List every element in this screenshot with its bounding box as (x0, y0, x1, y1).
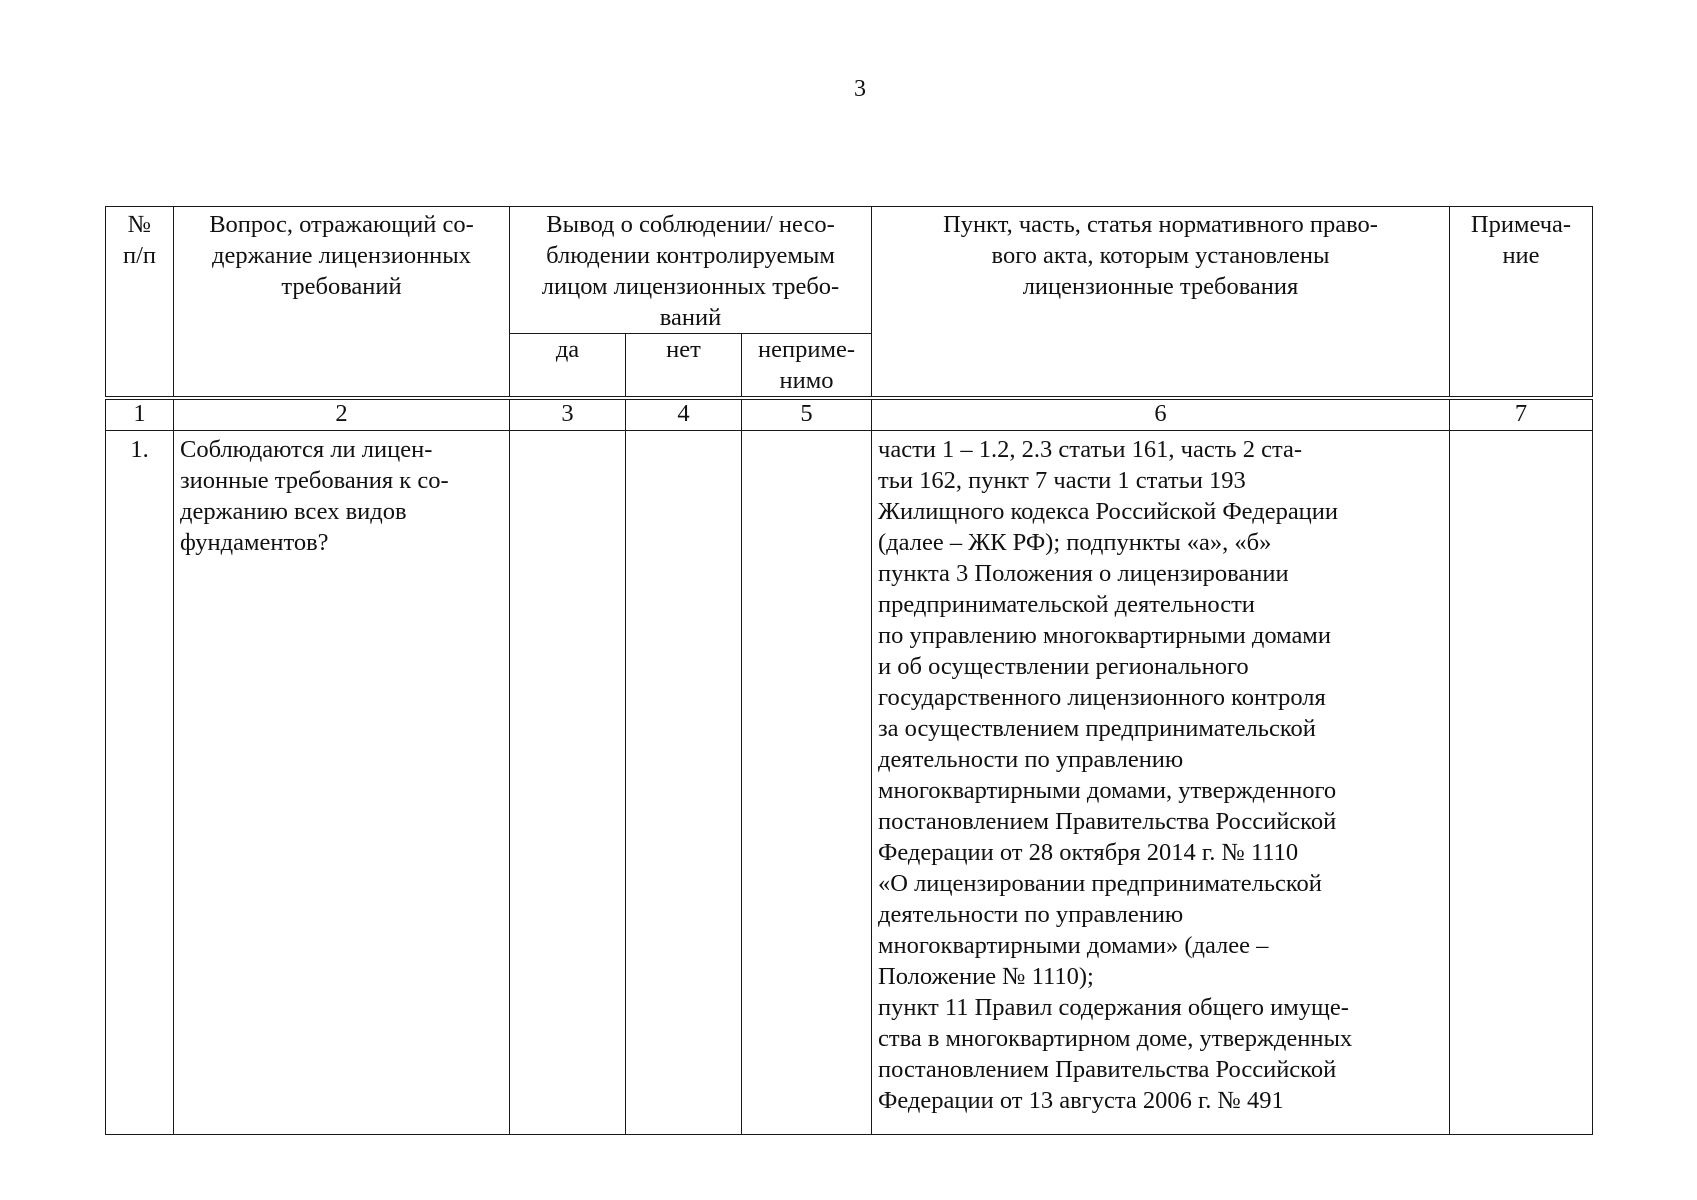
header-row (106, 207, 1593, 334)
table-row (106, 431, 1593, 1135)
license-requirements-table (105, 206, 1593, 1135)
column-number: 5 (742, 398, 872, 431)
row-number: 1. (106, 431, 174, 1135)
column-number: 3 (510, 398, 626, 431)
row-yes-cell (510, 431, 626, 1135)
header-not-applicable: неприме- нимо (742, 334, 872, 399)
header-yes: да (510, 334, 626, 399)
column-number: 6 (872, 398, 1450, 431)
column-number-row (106, 398, 1593, 431)
header-conclusion: Вывод о соблюдении/ несо- блюдении контролируемым лицом лицензионных требо- ваний (510, 207, 872, 334)
header-note: Примеча- ние (1450, 207, 1593, 399)
row-not-applicable-cell (742, 431, 872, 1135)
header-reference: Пункт, часть, статья нормативного право- вого акта, которым установлены лицензионные требования (872, 207, 1450, 399)
column-number: 1 (106, 398, 174, 431)
row-note-cell (1450, 431, 1593, 1135)
header-question: Вопрос, отражающий со- держание лицензионных требований (174, 207, 510, 399)
row-question: Соблюдаются ли лицен- зионные требования к со- держанию всех видов фундаментов? (174, 431, 510, 1135)
row-no-cell (626, 431, 742, 1135)
page-number: 3 (854, 76, 866, 102)
column-number: 7 (1450, 398, 1593, 431)
column-number: 4 (626, 398, 742, 431)
header-num: № п/п (106, 207, 174, 399)
header-no: нет (626, 334, 742, 399)
column-number: 2 (174, 398, 510, 431)
row-reference: части 1 – 1.2, 2.3 статьи 161, часть 2 ста- тьи 162, пункт 7 части 1 статьи 193 Жилищного кодекса Российской Федерации (далее – ЖК РФ); подпункты «а», «б» пункта 3 Положения о лицензировании предпринимательской деятельности по управлению многоквартирными домами и об осуществлении регионального государственного лицензионного контроля за осуществлением предпринимательской деятельности по управлению многоквартирными домами, утвержденного постановлением Правительства Российской Федерации от 28 октября 2014 г. № 1110 «О лицензировании предпринимательской деятельности по управлению многоквартирными домами» (далее – Положение № 1110); пункт 11 Правил содержания общего имуще- ства в многоквартирном доме, утвержденных постановлением Правительства Российской Федерации от 13 августа 2006 г. № 491 (872, 431, 1450, 1135)
